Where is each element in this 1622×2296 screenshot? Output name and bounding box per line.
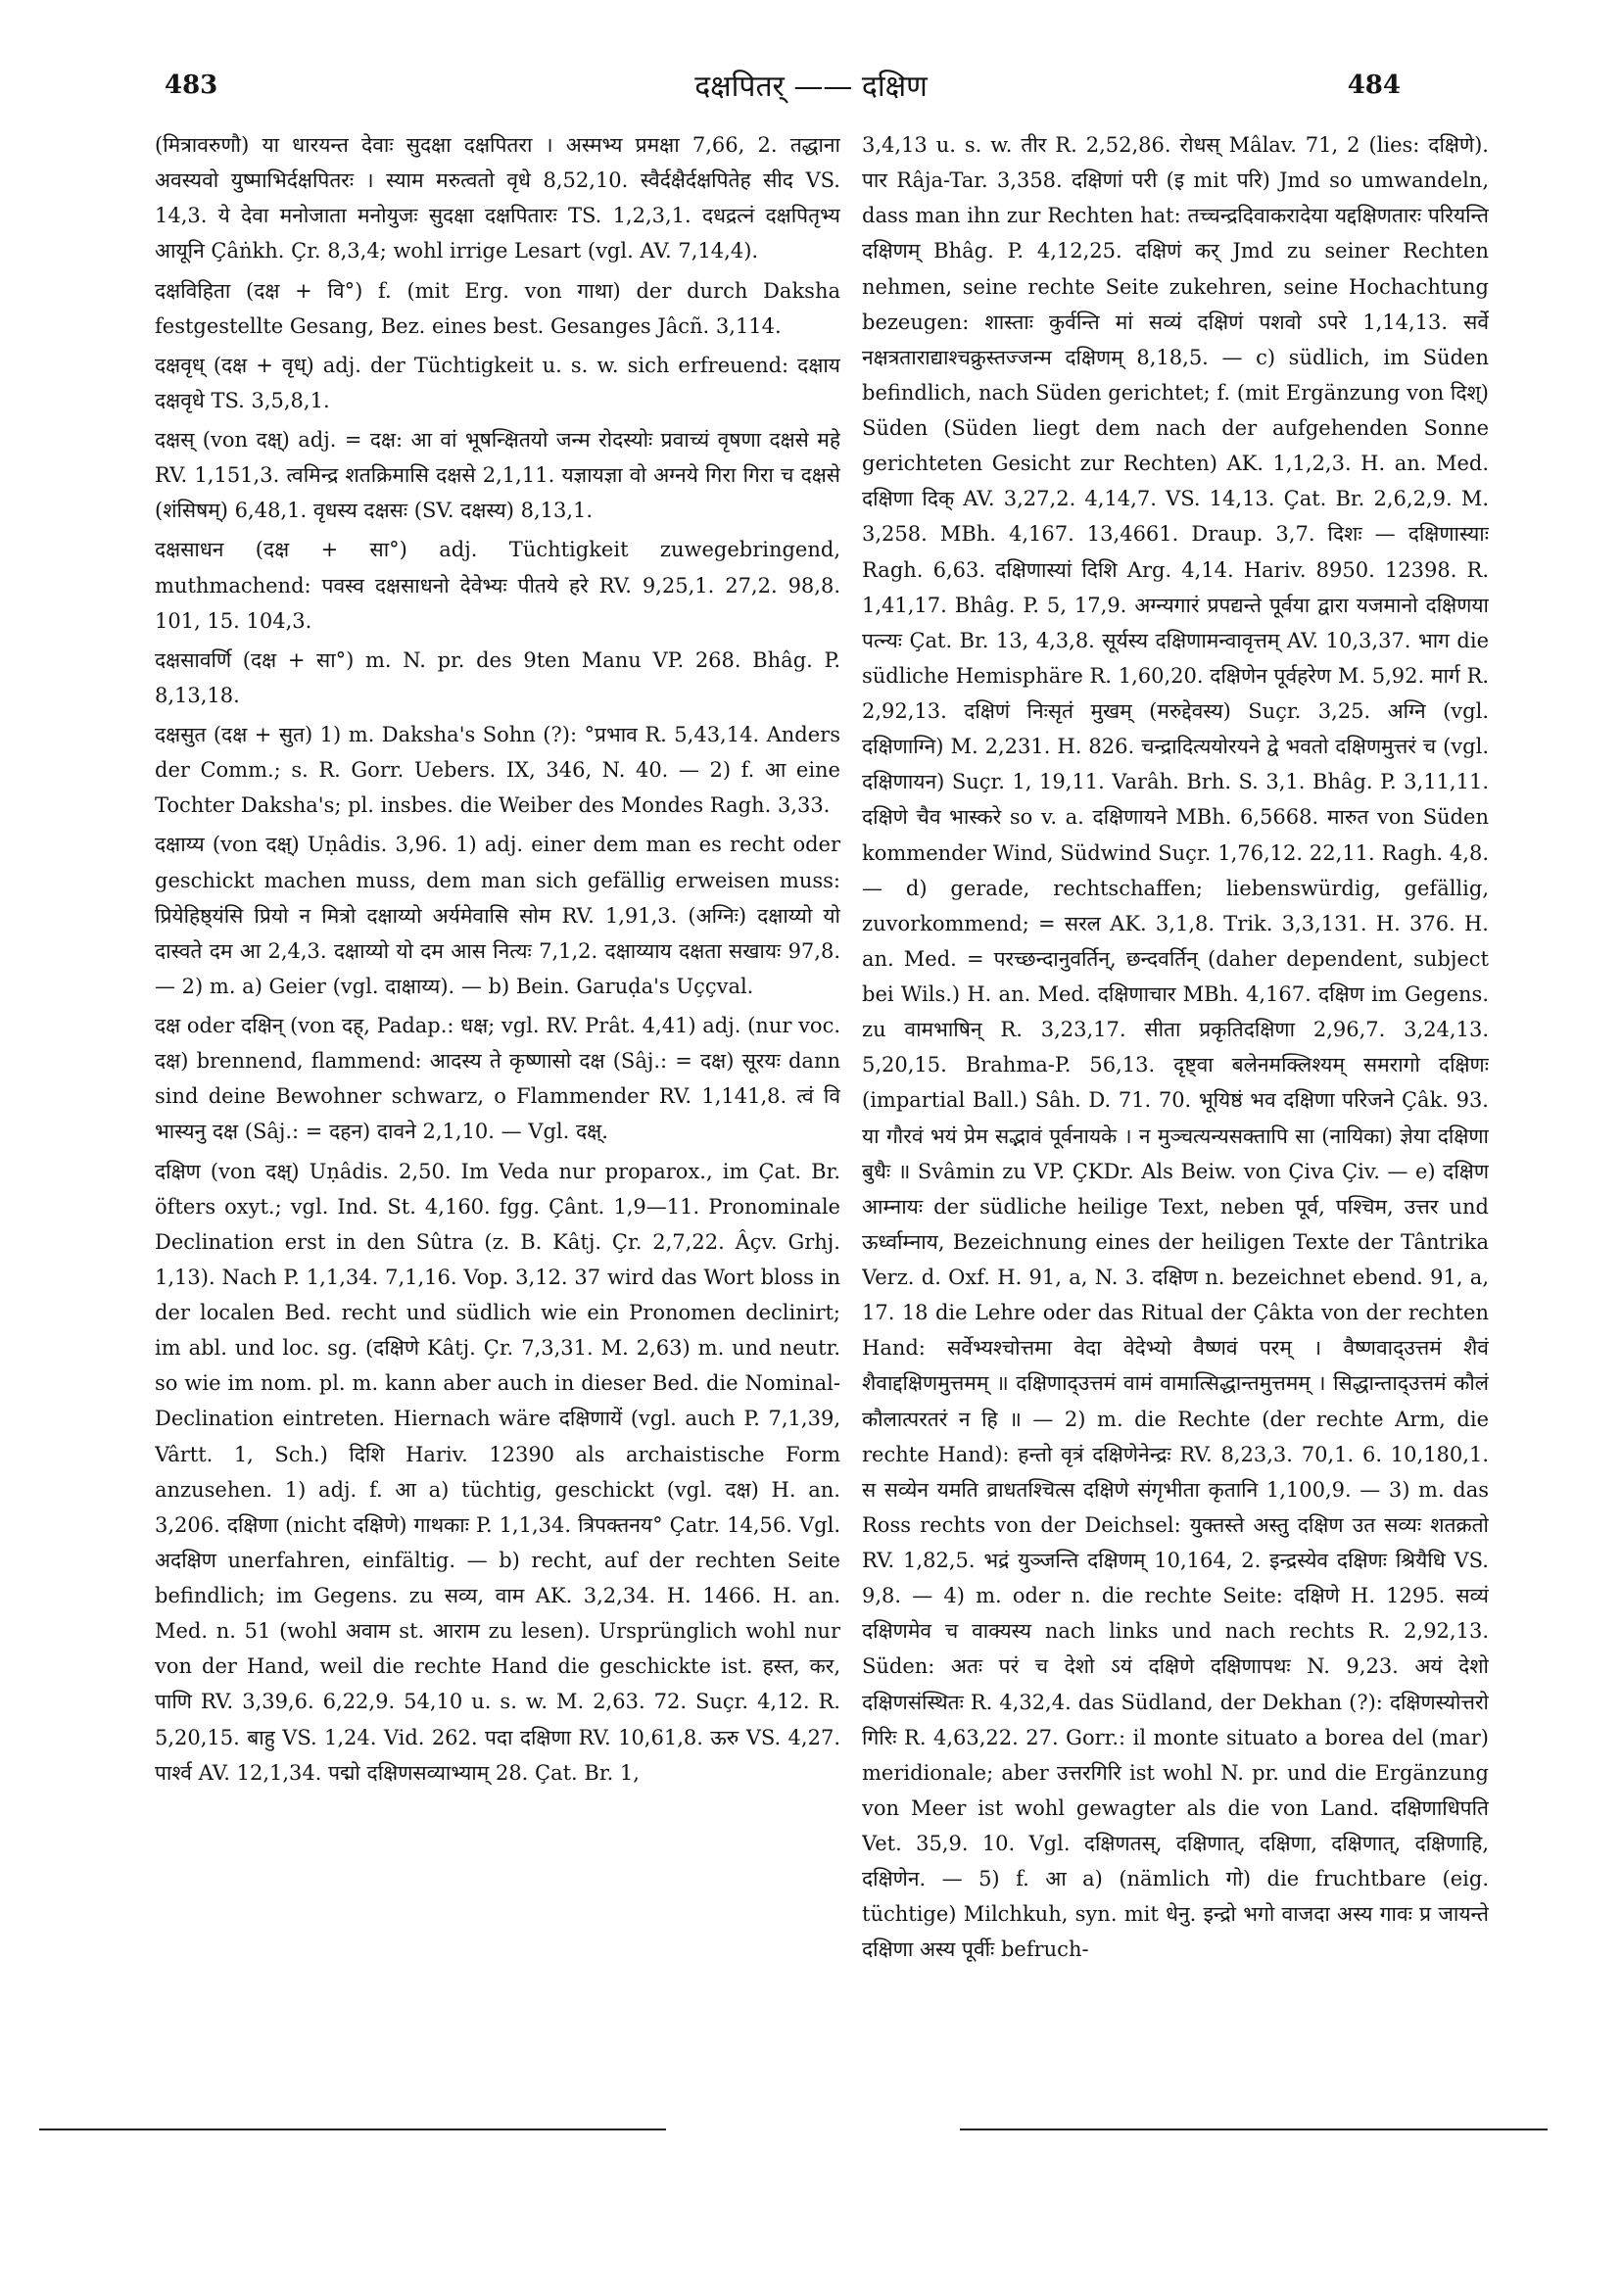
right-column — [862, 127, 1489, 2023]
entry-daksas: दक्षस् (von दक्ष्) adj. = दक्ष: आ वां भूषन्क्षितयो जन्म रोदस्योः प्रवाच्यं वृषणा दक्षसे महे RV. 1,151,3. त्वमिन्द्र शतक्रिमासि दक्षसे 2,1,11. यज्ञायज्ञा वो अग्नये गिरा गिरा च दक्षसे (शंसिषम्) 6,48,1. वृधस्य दक्षसः (SV. दक्षस्य) 8,13,1. — [155, 428, 840, 523]
entry-daksapitar-cont: (मित्रावरुणौ) या धारयन्त देवाः सुदक्षा दक्षपितरा । अस्मभ्य प्रमक्षा 7,66, 2. तद्धाना अवस्यवो युष्माभिर्दक्षपितरः । स्याम मरुत्वतो वृधे 8,52,10. स्वैर्दक्षैर्दक्षपितेह सीद VS. 14,3. ये देवा मनोजाता मनोयुजः सुदक्षा दक्षपितारः TS. 1,2,3,1. दधद्रत्नं दक्षपितृभ्य आयूनि Çâṅkh. Çr. 8,3,4; wohl irrige Lesart (vgl. AV. 7,14,4). — [155, 133, 840, 263]
footer-rule-right — [960, 2129, 1548, 2130]
entry-daksasavarni: दक्षसावर्णि (दक्ष + सा°) m. N. pr. des 9ten Manu VP. 268. Bhâg. P. 8,13,18. — [155, 647, 840, 707]
left-column — [155, 127, 840, 1793]
entry-daksina-cont: 3,4,13 u. s. w. तीर R. 2,52,86. रोधस् Mâlav. 71, 2 (lies: दक्षिणे). पार Râja-Tar. 3,358. दक्षिणां परी (इ mit परि) Jmd so umwandeln, dass man ihn zur Rechten hat: तच्चन्द्रदिवाकरादेया यद्दक्षिणतारः परियन्ति दक्षिणम् Bhâg. P. 4,12,25. दक्षिणं कर् Jmd zu seiner Rechten nehmen, seine rechte Seite zukehren, seine Hochachtung bezeugen: शास्ताः कुर्वन्ति मां सव्यं दक्षिणं पशवो ऽपरे 1,14,13. सर्वे नक्षत्रताराद्याश्चक्रुस्तज्जन्म दक्षिणम् 8,18,5. — c) südlich, im Süden befindlich, nach Süden gerichtet; f. (mit Ergänzung von दिश्) Süden (Süden liegt dem nach der aufgehenden Sonne gerichteten Gesicht zur Rechten) AK. 1,1,2,3. H. an. Med. दक्षिणा दिक् AV. 3,27,2. 4,14,7. VS. 14,13. Çat. Br. 2,6,2,9. M. 3,258. MBh. 4,167. 13,4661. Draup. 3,7. दिशः — दक्षिणास्याः Ragh. 6,63. दक्षिणास्यां दिशि Arg. 4,14. Hariv. 8950. 12398. R. 1,41,17. Bhâg. P. 5, 17,9. अग्न्यगारं प्रपद्यन्ते पूर्वया द्वारा यजमानो दक्षिणया पत्न्यः Çat. Br. 13, 4,3,8. सूर्यस्य दक्षिणामन्वावृत्तम् AV. 10,3,37. भाग die südliche Hemisphäre R. 1,60,20. दक्षिणेन पूर्वहरेण M. 5,92. मार्ग R. 2,92,13. दक्षिणं निःसृतं मुखम् (मरुद्देवस्य) Suçr. 3,25. अग्नि (vgl. दक्षिणाग्नि) M. 2,231. H. 826. चन्द्रादित्ययोरयने द्वे भवतो दक्षिणमुत्तरं च (vgl. दक्षिणायन) Suçr. 1, 19,11. Varâh. Brh. S. 3,1. Bhâg. P. 3,11,11. दक्षिणे चैव भास्करे so v. a. दक्षिणायने MBh. 6,5668. मारुत von Süden kommender Wind, Südwind Suçr. 1,76,12. 22,11. Ragh. 4,8. — d) gerade, rechtschaffen; liebenswürdig, gefällig, zuvorkommend; = सरल AK. 3,1,8. Trik. 3,3,131. H. 376. H. an. Med. = परच्छन्दानुवर्तिन्, छन्दवर्तिन् (daher dependent, subject bei Wils.) H. an. Med. दक्षिणाचार MBh. 4,167. दक्षिण im Gegens. zu वामभाषिन् R. 3,23,17. सीता प्रकृतिदक्षिणा 2,96,7. 3,24,13. 5,20,15. Brahma-P. 56,13. दृष्ट्वा बलेनमक्लिश्यम् समरागो दक्षिणः (impartial Ball.) Sâh. D. 71. 70. भूयिष्ठं भव दक्षिणा परिजने Çâk. 93. या गौरवं भयं प्रेम सद्भावं पूर्वनायके । न मुञ्चत्यन्यसक्तापि सा (नायिका) ज्ञेया दक्षिणा बुधैः ॥ Svâmin zu VP. ÇKDr. Als Beiw. von Çiva Çiv. — e) दक्षिण आम्नायः der südliche heilige Text, neben पूर्व, पश्चिम, उत्तर und ऊर्ध्वाम्नाय, Bezeichnung eines der heiligen Texte der Tântrika Verz. d. Oxf. H. 91, a, N. 3. दक्षिण n. bezeichnet ebend. 91, a, 17. 18 die Lehre oder das Ritual der Çâkta von der rechten Hand: सर्वेभ्यश्चोत्तमा वेदा वेदेभ्यो वैष्णवं परम् । वैष्णवाद्उत्तमं शैवं शैवाद्दक्षिणमुत्तमम् ॥ दक्षिणाद्उत्तमं वामं वामात्सिद्धान्तमुत्तमम् । सिद्धान्ताद्उत्तमं कौलं कौलात्परतरं न हि ॥ — 2) m. die Rechte (der rechte Arm, die rechte Hand): हन्तो वृत्रं दक्षिणेनेन्द्रः RV. 8,23,3. 70,1. 6. 10,180,1. स सव्येन यमति व्राधतश्चित्स दक्षिणे संगृभीता कृतानि 1,100,9. — 3) m. das Ross rechts von der Deichsel: युक्तस्ते अस्तु दक्षिण उत सव्यः शतक्रतो RV. 1,82,5. भद्रं युञ्जन्ति दक्षिणम् 10,164, 2. इन्द्रस्येव दक्षिणः श्रियैधि VS. 9,8. — 4) m. oder n. die rechte Seite: दक्षिणे H. 1295. सव्यं दक्षिणमेव च वाक्यस्य nach links und nach rechts R. 2,92,13. Süden: अतः परं च देशो ऽयं दक्षिणे दक्षिणापथः N. 9,23. अयं देशो दक्षिणसंस्थितः R. 4,32,4. das Südland, der Dekhan (?): दक्षिणस्योत्तरो गिरिः R. 4,63,22. 27. Gorr.: il monte situato a borea del (mar) meridionale; aber उत्तरगिरि ist wohl N. pr. und die Ergänzung von Meer ist wohl gewagter als die von Land. दक्षिणाधिपति Vet. 35,9. 10. Vgl. दक्षिणतस्, दक्षिणात्, दक्षिणा, दक्षिणात्, दक्षिणाहि, दक्षिणेन. — 5) f. आ a) (nämlich गो) die fruchtbare (eig. tüchtige) Milchkuh, syn. mit धेनु. इन्द्रो भगो वाजदा अस्य गावः प्र जायन्ते दक्षिणा अस्य पूर्वीः befruch- — [862, 133, 1489, 1962]
entry-daksina: दक्षिण (von दक्ष्) Uṇâdis. 2,50. Im Veda nur proparox., im Çat. Br. öfters oxyt.; vgl. Ind. St. 4,160. fgg. Çânt. 1,9—11. Pronominale Declination erst in den Sûtra (z. B. Kâtj. Çr. 2,7,22. Âçv. Grhj. 1,13). Nach P. 1,1,34. 7,1,16. Vop. 3,12. 37 wird das Wort bloss in der localen Bed. recht und südlich wie ein Pronomen declinirt; im abl. und loc. sg. (दक्षिणे Kâtj. Çr. 7,3,31. M. 2,63) m. und neutr. so wie im nom. pl. m. kann aber auch in dieser Bed. die Nominal-Declination eintreten. Hiernach wäre दक्षिणायें (vgl. auch P. 7,1,39, Vârtt. 1, Sch.) दिशि Hariv. 12390 als archaistische Form anzusehen. 1) adj. f. आ a) tüchtig, geschickt (vgl. दक्ष) H. an. 3,206. दक्षिणा (nicht दक्षिणे) गाथकाः P. 1,1,34. त्रिपक्तनय° Çatr. 14,56. Vgl. अदक्षिण unerfahren, einfältig. — b) recht, auf der rechten Seite befindlich; im Gegens. zu सव्य, वाम AK. 3,2,34. H. 1466. H. an. Med. n. 51 (wohl अवाम st. आराम zu lesen). Ursprünglich wohl nur von der Hand, weil die rechte Hand die geschickte ist. हस्त, कर, पाणि RV. 3,39,6. 6,22,9. 54,10 u. s. w. M. 2,63. 72. Suçr. 4,12. R. 5,20,15. बाहु VS. 1,24. Vid. 262. पदा दक्षिणा RV. 10,61,8. ऊरु VS. 4,27. पार्श्व AV. 12,1,34. पद्मो दक्षिणसव्याभ्याम् 28. Çat. Br. 1, — [155, 1159, 840, 1785]
entry-daksasadhana: दक्षसाधन (दक्ष + सा°) adj. Tüchtigkeit zuwegebringend, muthmachend: पवस्व दक्षसाधनो देवेभ्यः पीतये हरे RV. 9,25,1. 27,2. 98,8. 101, 15. 104,3. — [155, 538, 840, 633]
footer-rule-left — [39, 2129, 666, 2130]
entry-daksavrdh: दक्षवृध् (दक्ष + वृध्) adj. der Tüchtigkeit u. s. w. sich erfreuend: दक्षाय दक्षवृधे TS. 3,5,8,1. — [155, 353, 840, 412]
entry-daksa-daksin: दक्ष oder दक्षिन् (von दह्, Padap.: धक्ष; vgl. RV. Prât. 4,41) adj. (nur voc. दक्ष) brennend, flammend: आदस्य ते कृष्णासो दक्ष (Sâj.: = दक्ष) सूरयः dann sind deine Bewohner schwarz, o Flammender RV. 1,141,8. त्वं वि भास्यनु दक्ष (Sâj.: = दहन) दावने 2,1,10. — Vgl. दक्ष्. — [155, 1014, 840, 1144]
running-head: दक्षपितर् —— दक्षिण — [694, 70, 928, 104]
entry-daksayya: दक्षाय्य (von दक्ष्) Uṇâdis. 3,96. 1) adj. einer dem man es recht oder geschickt machen muss, dem man sich gefällig erweisen muss: प्रियेहिष्ठ्यंसि प्रियो न मित्रो दक्षाय्यो अर्यमेवासि सोम RV. 1,91,3. (अग्निः) दक्षाय्यो यो दास्वते दम आ 2,4,3. दक्षाय्यो यो दम आस नित्यः 7,1,2. दक्षाय्याय दक्षता सखायः 97,8. — 2) m. a) Geier (vgl. दाक्षाय्य). — b) Bein. Garuḍa's Uççval. — [155, 833, 840, 998]
entry-daksavihita: दक्षविहिता (दक्ष + वि°) f. (mit Erg. von गाथा) der durch Daksha festgestellte Gesang, Bez. eines best. Gesanges Jâcñ. 3,114. — [155, 278, 840, 338]
page-number-left: 483 — [165, 71, 218, 100]
entry-daksasuta: दक्षसुत (दक्ष + सुत) 1) m. Daksha's Sohn (?): °प्रभाव R. 5,43,14. Anders der Comm.; s. R. Gorr. Uebers. IX, 346, N. 40. — 2) f. आ eine Tochter Daksha's; pl. insbes. die Weiber des Mondes Ragh. 3,33. — [155, 723, 840, 818]
page-number-right: 484 — [1347, 71, 1401, 100]
